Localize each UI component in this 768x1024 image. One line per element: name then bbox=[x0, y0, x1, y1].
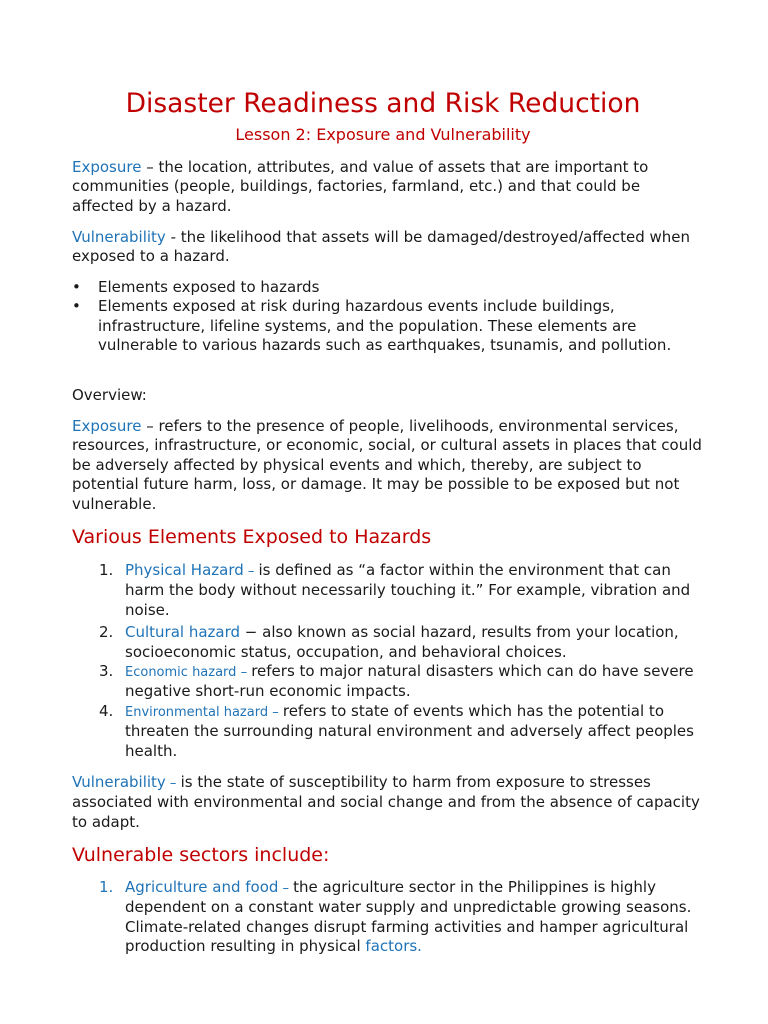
hazard-dash: – bbox=[243, 564, 259, 579]
hazard-text: refers to major natural disasters which can do have severe negative short-run economic impacts. bbox=[125, 662, 694, 701]
list-item bbox=[72, 623, 702, 662]
lesson-subtitle: Lesson 2: Exposure and Vulnerability bbox=[235, 125, 531, 144]
hazard-text: refers to state of events which has the potential to threaten the surrounding natural environment and adversely affect peoples health. bbox=[125, 701, 694, 760]
exposure-definition bbox=[72, 158, 702, 216]
hazard-term: Economic hazard bbox=[125, 665, 237, 681]
overview-exposure-term: Exposure bbox=[72, 417, 142, 435]
list-item bbox=[72, 702, 702, 761]
section-heading-sectors: Vulnerable sectors include: bbox=[72, 844, 330, 866]
vulnerability-dash: – bbox=[165, 776, 181, 791]
exposure-definition-text: – the location, attributes, and value of assets that are important to communities (people, buildings, factories, farmland, etc.) and that could be affected by a hazard. bbox=[72, 158, 649, 215]
bullet-icon: • bbox=[72, 297, 81, 316]
hazard-dash: − bbox=[240, 623, 263, 642]
exposure-term: Exposure bbox=[72, 158, 142, 176]
bullet-text: Elements exposed to hazards bbox=[98, 278, 320, 296]
overview-label: Overview: bbox=[72, 386, 147, 404]
item-number: 1. bbox=[99, 878, 114, 896]
vulnerability-paragraph bbox=[72, 773, 702, 832]
list-item bbox=[72, 561, 702, 620]
sector-trailing-term: factors. bbox=[365, 937, 422, 956]
list-item bbox=[72, 878, 702, 957]
document-title: Disaster Readiness and Risk Reduction bbox=[125, 88, 641, 119]
hazard-term: Physical Hazard bbox=[125, 561, 244, 579]
item-number: 1. bbox=[99, 561, 114, 579]
vulnerability-term: Vulnerability bbox=[72, 228, 166, 246]
item-number: 2. bbox=[99, 623, 114, 642]
hazard-term: Cultural hazard bbox=[125, 623, 241, 642]
vulnerable-sectors-list bbox=[72, 878, 702, 957]
list-item bbox=[72, 662, 702, 702]
elements-bullet-list bbox=[72, 278, 702, 356]
vulnerability-term: Vulnerability bbox=[72, 773, 166, 791]
sector-term: Agriculture and food bbox=[125, 878, 279, 896]
sector-text: the agriculture sector in the Philippines is highly dependent on a constant water supply and unpredictable growing seasons. Climate-related changes disrupt farming activities and hamper agricultural production resulting in physical bbox=[125, 878, 692, 956]
sector-dash: – bbox=[278, 881, 294, 896]
hazard-dash: – bbox=[268, 704, 283, 720]
bullet-text: Elements exposed at risk during hazardous events include buildings, infrastructure, lifeline systems, and the population. These elements are vulnerable to various hazards such as earthquakes, tsunamis, and pollution. bbox=[98, 297, 672, 355]
hazard-types-list bbox=[72, 561, 702, 761]
bullet-icon: • bbox=[72, 278, 81, 296]
hazard-text: also known as social hazard, results from your location, socioeconomic status, occupation, and behavioral choices. bbox=[125, 623, 679, 661]
vulnerability-text: is the state of susceptibility to harm from exposure to stresses associated with environmental and social change and from the absence of capacity to adapt. bbox=[72, 773, 700, 831]
section-heading-elements: Various Elements Exposed to Hazards bbox=[72, 526, 432, 548]
hazard-dash: – bbox=[236, 665, 252, 681]
vulnerability-definition bbox=[72, 228, 702, 267]
item-number: 4. bbox=[99, 701, 114, 720]
hazard-text: is defined as “a factor within the environment that can harm the body without necessarily touching it.” For example, vibration and noise. bbox=[125, 561, 691, 619]
list-item bbox=[72, 278, 702, 297]
list-item bbox=[72, 297, 702, 355]
item-number: 3. bbox=[99, 662, 114, 681]
overview-text: – refers to the presence of people, livelihoods, environmental services, resources, infrastructure, or economic, social, or cultural assets in places that could be adversely affected by physical events and which, thereby, are subject to potential future harm, loss, or damage. It may be possible to be exposed but not vulnerable. bbox=[72, 417, 702, 513]
hazard-term: Environmental hazard bbox=[125, 704, 269, 720]
vulnerability-definition-text: - the likelihood that assets will be damaged/destroyed/affected when exposed to a hazard. bbox=[72, 228, 691, 266]
overview-paragraph bbox=[72, 417, 702, 514]
